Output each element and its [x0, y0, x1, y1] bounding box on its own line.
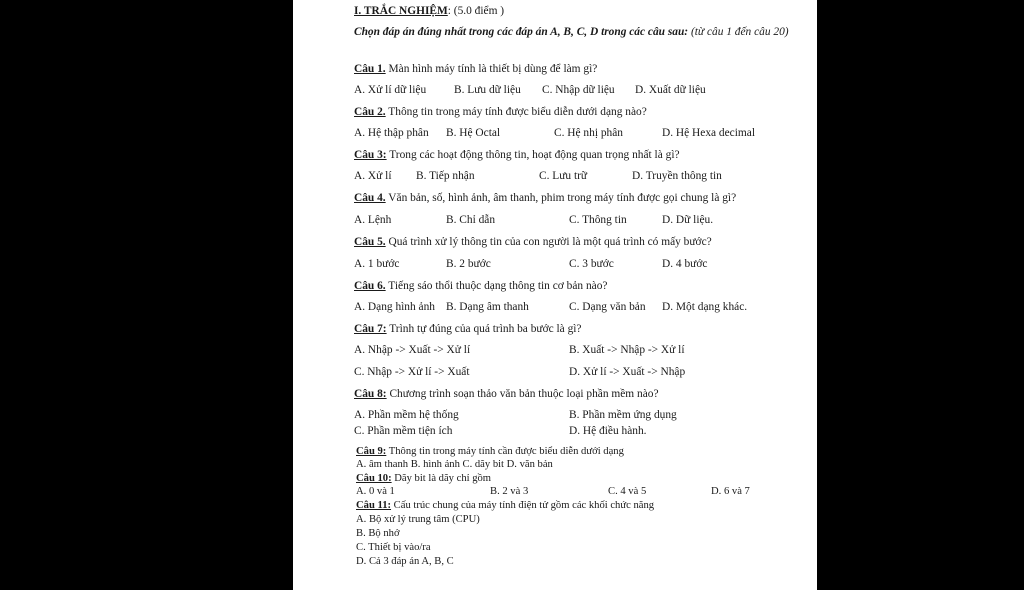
q10-option-b: B. 2 và 3 — [490, 486, 529, 497]
question-4 — [354, 192, 736, 205]
question-label: Câu 5. — [354, 236, 386, 248]
question-9 — [356, 446, 624, 458]
q4-option-b: B. Chỉ dẫn — [446, 214, 496, 226]
q2-option-a: A. Hệ thập phân — [354, 127, 429, 139]
question-text: Thông tin trong máy tính được biểu diễn dưới dạng nào? — [385, 106, 647, 118]
q3-option-b: B. Tiếp nhận — [416, 170, 475, 182]
question-label: Câu 2. — [354, 106, 386, 118]
question-text: Thông tin trong máy tính cần được biểu diễn dưới dạng — [386, 446, 624, 457]
question-label: Câu 4. — [354, 192, 386, 204]
question-6 — [354, 280, 607, 293]
question-label: Câu 9: — [356, 446, 387, 457]
q5-option-d: D. 4 bước — [662, 258, 708, 270]
q1-option-a: A. Xử lí dữ liệu — [354, 84, 427, 96]
question-text: Trong các hoạt động thông tin, hoạt động quan trọng nhất là gì? — [386, 149, 680, 161]
q6-option-c: C. Dạng văn bản — [569, 301, 646, 313]
q11-option-a: A. Bộ xử lý trung tâm (CPU) — [356, 514, 480, 525]
question-text: Trình tự đúng của quá trình ba bước là gì? — [386, 323, 582, 335]
question-text: Dãy bit là dãy chỉ gồm — [391, 473, 492, 484]
section-points: : (5.0 điểm ) — [447, 5, 505, 17]
instruction-bold: Chọn đáp án đúng nhất trong các đáp án A, B, C, D trong các câu sau: — [354, 26, 689, 38]
question-text: Tiếng sáo thổi thuộc dạng thông tin cơ bản nào? — [385, 280, 608, 292]
exam-page — [293, 0, 817, 590]
q6-option-b: B. Dạng âm thanh — [446, 301, 529, 313]
question-7 — [354, 323, 582, 336]
q3-option-c: C. Lưu trữ — [539, 170, 588, 182]
q2-option-c: C. Hệ nhị phân — [554, 127, 623, 139]
instruction-italic: (từ câu 1 đến câu 20) — [688, 26, 789, 38]
q11-option-b: B. Bộ nhớ — [356, 528, 400, 539]
question-text: Cấu trúc chung của máy tính điện tử gồm các khối chức năng — [391, 500, 655, 511]
q1-option-b: B. Lưu dữ liệu — [454, 84, 521, 96]
question-11 — [356, 500, 654, 512]
q5-option-b: B. 2 bước — [446, 258, 491, 270]
q5-option-a: A. 1 bước — [354, 258, 400, 270]
question-text: Quá trình xử lý thông tin của con người là một quá trình có mấy bước? — [385, 236, 712, 248]
q2-option-d: D. Hệ Hexa decimal — [662, 127, 755, 139]
q3-option-d: D. Truyền thông tin — [632, 170, 722, 182]
question-label: Câu 6. — [354, 280, 386, 292]
q8-option-a: A. Phần mềm hệ thống — [354, 409, 459, 421]
q7-option-b: B. Xuất -> Nhập -> Xử lí — [569, 344, 685, 356]
question-label: Câu 10: — [356, 473, 392, 484]
q10-option-a: A. 0 và 1 — [356, 486, 395, 497]
section-title: I. TRẮC NGHIỆM — [354, 5, 448, 17]
section-header — [354, 5, 504, 18]
question-label: Câu 3: — [354, 149, 387, 161]
q7-option-a: A. Nhập -> Xuất -> Xử lí — [354, 344, 471, 356]
question-label: Câu 8: — [354, 388, 387, 400]
q5-option-c: C. 3 bước — [569, 258, 614, 270]
q4-option-a: A. Lệnh — [354, 214, 392, 226]
q2-option-b: B. Hệ Octal — [446, 127, 501, 139]
question-8 — [354, 388, 659, 401]
q1-option-c: C. Nhập dữ liệu — [542, 84, 615, 96]
question-10 — [356, 473, 491, 485]
question-text: Chương trình soạn thảo văn bản thuộc loại phần mềm nào? — [386, 388, 659, 400]
q1-option-d: D. Xuất dữ liệu — [635, 84, 706, 96]
instruction — [354, 25, 794, 39]
question-3 — [354, 149, 680, 162]
q9-options: A. âm thanh B. hình ảnh C. dãy bit D. văn bản — [356, 459, 553, 470]
question-label: Câu 1. — [354, 63, 386, 75]
q10-option-d: D. 6 và 7 — [711, 486, 750, 497]
q8-option-b: B. Phần mềm ứng dụng — [569, 409, 677, 421]
question-text: Văn bản, số, hình ảnh, âm thanh, phim trong máy tính được gọi chung là gì? — [385, 192, 737, 204]
question-text: Màn hình máy tính là thiết bị dùng để làm gì? — [385, 63, 598, 75]
q7-option-c: C. Nhập -> Xử lí -> Xuất — [354, 366, 470, 378]
q4-option-d: D. Dữ liệu. — [662, 214, 714, 226]
q3-option-a: A. Xử lí — [354, 170, 392, 182]
question-5 — [354, 236, 712, 249]
question-label: Câu 7: — [354, 323, 387, 335]
question-2 — [354, 106, 647, 119]
q4-option-c: C. Thông tin — [569, 214, 627, 226]
q6-option-d: D. Một dạng khác. — [662, 301, 748, 313]
q6-option-a: A. Dạng hình ảnh — [354, 301, 435, 313]
q8-option-d: D. Hệ điều hành. — [569, 425, 647, 437]
question-1 — [354, 63, 597, 76]
q11-option-c: C. Thiết bị vào/ra — [356, 542, 431, 553]
q10-option-c: C. 4 và 5 — [608, 486, 647, 497]
q8-option-c: C. Phần mềm tiện ích — [354, 425, 453, 437]
q11-option-d: D. Cả 3 đáp án A, B, C — [356, 556, 454, 567]
question-label: Câu 11: — [356, 500, 392, 511]
q7-option-d: D. Xử lí -> Xuất -> Nhập — [569, 366, 686, 378]
